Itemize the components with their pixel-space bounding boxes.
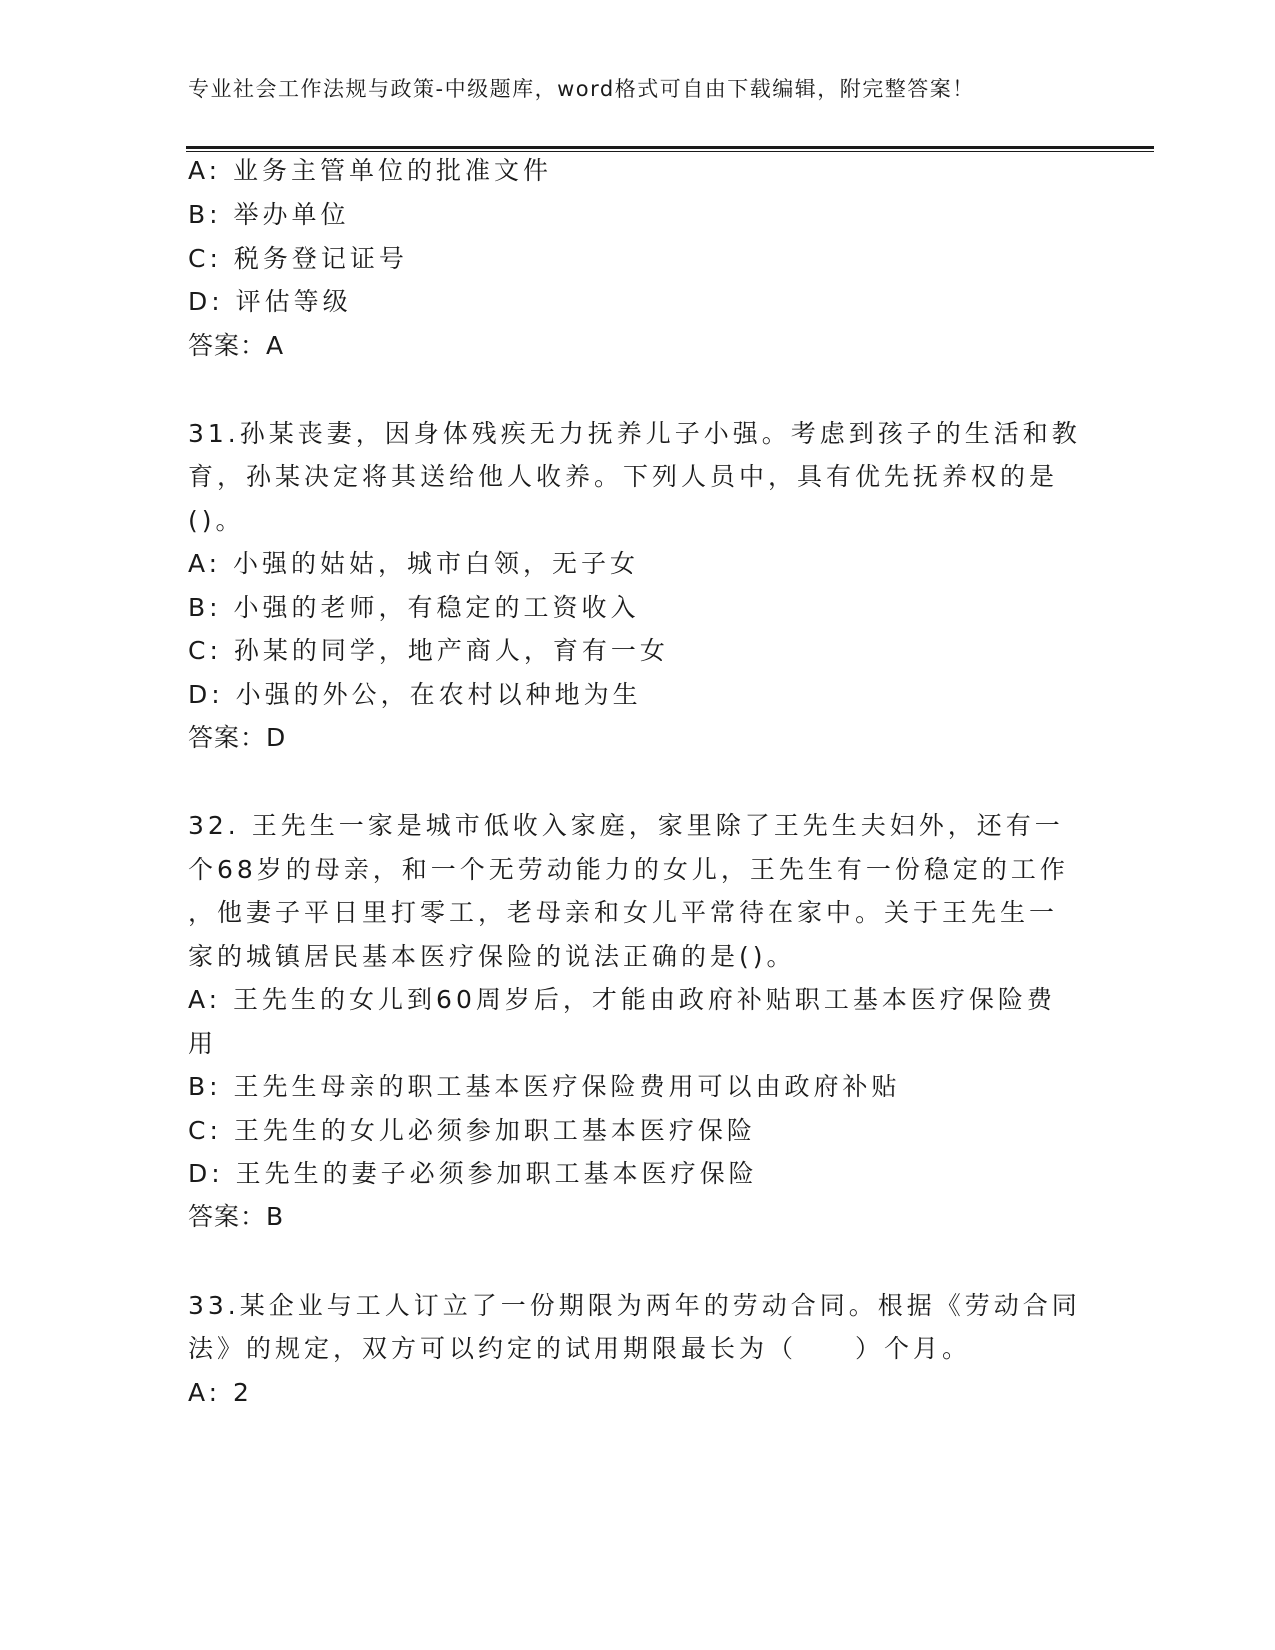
q30-option-c: C: 税务登记证号 [188,244,408,273]
q31-stem-line-1: 31.孙某丧妻，因身体残疾无力抚养儿子小强。考虑到孩子的生活和教 [188,419,1081,448]
q30-option-b: B: 举办单位 [188,200,350,229]
q30-answer: 答案：A [188,331,285,360]
q33-stem-line-1: 33.某企业与工人订立了一份期限为两年的劳动合同。根据《劳动合同 [188,1291,1081,1320]
q31-option-b: B: 小强的老师，有稳定的工资收入 [188,593,640,622]
q31-stem-line-3: ()。 [188,506,245,535]
q33-stem-line-2: 法》的规定，双方可以约定的试用期限最长为（ ）个月。 [188,1334,972,1363]
q32-option-a: A: 王先生的女儿到60周岁后，才能由政府补贴职工基本医疗保险费 [188,985,1056,1014]
q32-stem-line-1: 32. 王先生一家是城市低收入家庭，家里除了王先生夫妇外，还有一 [188,811,1064,840]
page-header: 专业社会工作法规与政策-中级题库，word格式可自由下载编辑，附完整答案！ [188,77,975,101]
q32-stem-line-4: 家的城镇居民基本医疗保险的说法正确的是()。 [188,942,796,971]
q32-option-c: C: 王先生的女儿必须参加职工基本医疗保险 [188,1116,756,1145]
q31-option-a: A: 小强的姑姑，城市白领，无子女 [188,549,640,578]
q30-option-d: D: 评估等级 [188,287,352,316]
q32-option-a-cont: 用 [188,1029,218,1058]
q31-option-c: C: 孙某的同学，地产商人，育有一女 [188,636,669,665]
q32-option-b: B: 王先生母亲的职工基本医疗保险费用可以由政府补贴 [188,1072,901,1101]
q32-stem-line-3: ，他妻子平日里打零工，老母亲和女儿平常待在家中。关于王先生一 [188,898,1059,927]
q33-option-a: A: 2 [188,1378,253,1407]
q32-answer: 答案：B [188,1202,285,1231]
header-rule-thick [186,146,1154,149]
q31-option-d: D: 小强的外公，在农村以种地为生 [188,680,642,709]
header-rule-thin [186,151,1154,152]
q31-answer: 答案：D [188,723,287,752]
q32-stem-line-2: 个68岁的母亲，和一个无劳动能力的女儿，王先生有一份稳定的工作 [188,855,1069,884]
q31-stem-line-2: 育，孙某决定将其送给他人收养。下列人员中，具有优先抚养权的是 [188,462,1059,491]
q30-option-a: A: 业务主管单位的批准文件 [188,156,553,185]
q32-option-d: D: 王先生的妻子必须参加职工基本医疗保险 [188,1159,758,1188]
